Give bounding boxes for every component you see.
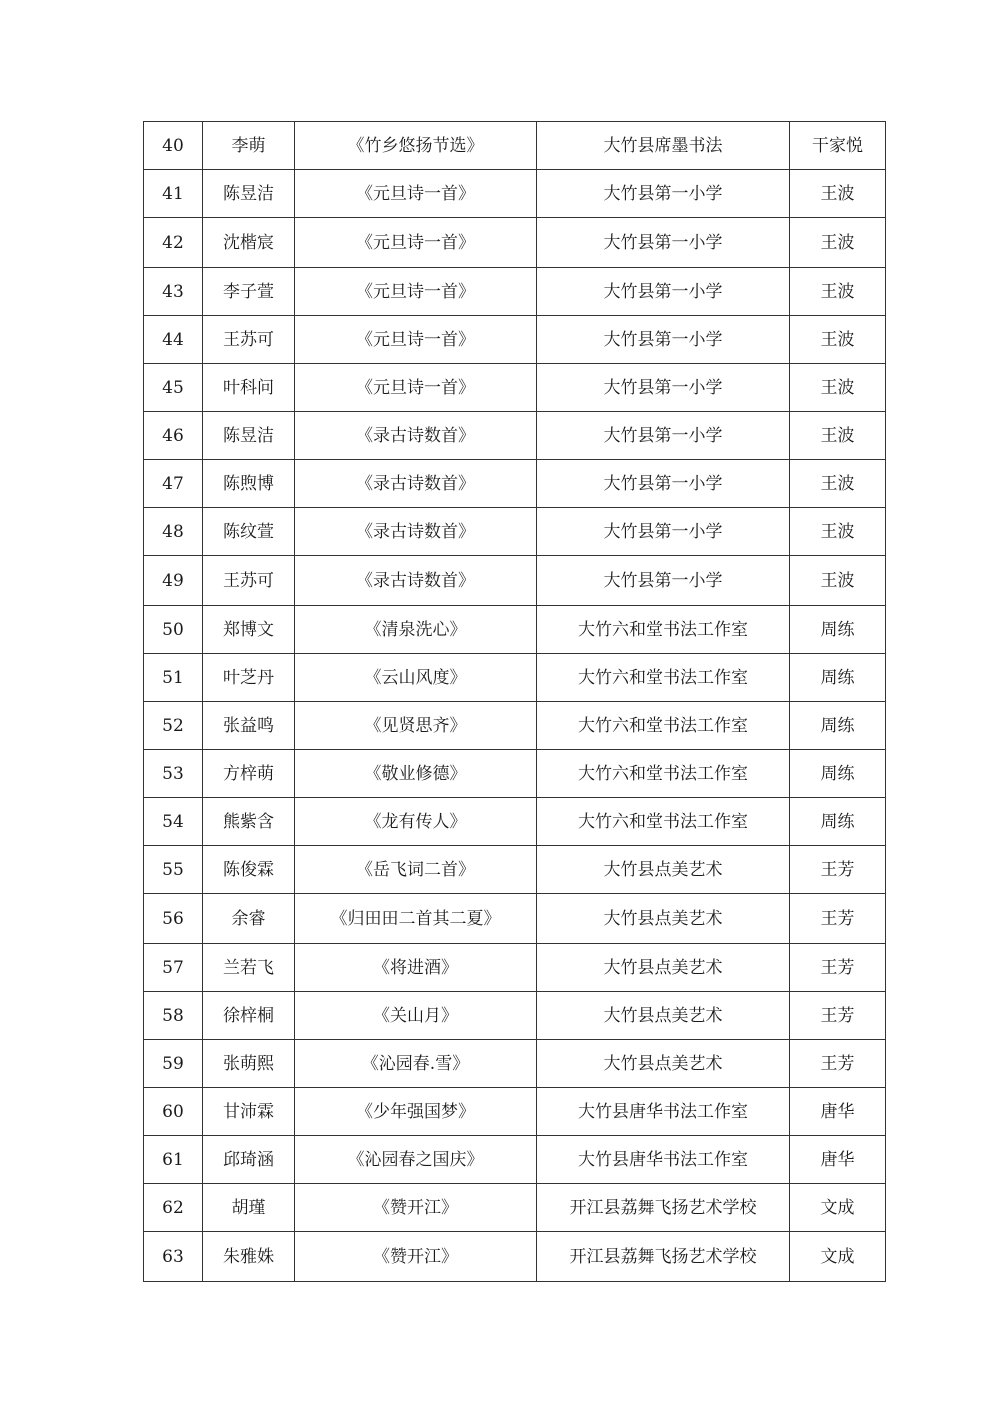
table-row bbox=[144, 846, 886, 894]
unit-cell: 大竹县唐华书法工作室 bbox=[537, 1136, 790, 1184]
table-row bbox=[144, 992, 886, 1040]
table-row bbox=[144, 1184, 886, 1232]
unit-cell: 大竹县第一小学 bbox=[537, 364, 790, 412]
row-number-cell: 47 bbox=[144, 460, 203, 508]
unit-cell: 大竹六和堂书法工作室 bbox=[537, 798, 790, 846]
table-row bbox=[144, 798, 886, 846]
student-name-cell: 甘沛霖 bbox=[203, 1088, 295, 1136]
tutor-cell: 王波 bbox=[790, 170, 886, 218]
work-title-cell: 《赞开江》 bbox=[295, 1184, 537, 1232]
table-row bbox=[144, 122, 886, 170]
unit-cell: 大竹县第一小学 bbox=[537, 316, 790, 364]
row-number-cell: 42 bbox=[144, 218, 203, 268]
tutor-cell: 王芳 bbox=[790, 944, 886, 992]
row-number-cell: 56 bbox=[144, 894, 203, 944]
work-title-cell: 《关山月》 bbox=[295, 992, 537, 1040]
work-title-cell: 《元旦诗一首》 bbox=[295, 170, 537, 218]
student-name-cell: 陈煦博 bbox=[203, 460, 295, 508]
row-number-cell: 62 bbox=[144, 1184, 203, 1232]
table-row bbox=[144, 702, 886, 750]
tutor-cell: 王波 bbox=[790, 412, 886, 460]
student-name-cell: 方梓萌 bbox=[203, 750, 295, 798]
student-name-cell: 李萌 bbox=[203, 122, 295, 170]
unit-cell: 大竹县第一小学 bbox=[537, 508, 790, 556]
unit-cell: 开江县荔舞飞扬艺术学校 bbox=[537, 1184, 790, 1232]
work-title-cell: 《录古诗数首》 bbox=[295, 412, 537, 460]
table-row bbox=[144, 460, 886, 508]
tutor-cell: 王波 bbox=[790, 364, 886, 412]
student-name-cell: 李子萱 bbox=[203, 268, 295, 316]
row-number-cell: 41 bbox=[144, 170, 203, 218]
row-number-cell: 54 bbox=[144, 798, 203, 846]
work-title-cell: 《元旦诗一首》 bbox=[295, 268, 537, 316]
work-title-cell: 《将进酒》 bbox=[295, 944, 537, 992]
tutor-cell: 王波 bbox=[790, 460, 886, 508]
unit-cell: 大竹六和堂书法工作室 bbox=[537, 654, 790, 702]
award-list-table bbox=[143, 121, 886, 1282]
unit-cell: 大竹县点美艺术 bbox=[537, 846, 790, 894]
work-title-cell: 《云山风度》 bbox=[295, 654, 537, 702]
table-row bbox=[144, 606, 886, 654]
unit-cell: 大竹县席墨书法 bbox=[537, 122, 790, 170]
row-number-cell: 59 bbox=[144, 1040, 203, 1088]
table-row bbox=[144, 170, 886, 218]
work-title-cell: 《沁园春之国庆》 bbox=[295, 1136, 537, 1184]
work-title-cell: 《元旦诗一首》 bbox=[295, 316, 537, 364]
unit-cell: 开江县荔舞飞扬艺术学校 bbox=[537, 1232, 790, 1282]
unit-cell: 大竹六和堂书法工作室 bbox=[537, 750, 790, 798]
table-row bbox=[144, 556, 886, 606]
work-title-cell: 《录古诗数首》 bbox=[295, 460, 537, 508]
student-name-cell: 叶科问 bbox=[203, 364, 295, 412]
student-name-cell: 熊紫含 bbox=[203, 798, 295, 846]
unit-cell: 大竹县点美艺术 bbox=[537, 992, 790, 1040]
tutor-cell: 王芳 bbox=[790, 1040, 886, 1088]
table-row bbox=[144, 944, 886, 992]
unit-cell: 大竹六和堂书法工作室 bbox=[537, 606, 790, 654]
table-row bbox=[144, 218, 886, 268]
work-title-cell: 《录古诗数首》 bbox=[295, 508, 537, 556]
unit-cell: 大竹六和堂书法工作室 bbox=[537, 702, 790, 750]
student-name-cell: 王苏可 bbox=[203, 556, 295, 606]
work-title-cell: 《敬业修德》 bbox=[295, 750, 537, 798]
work-title-cell: 《元旦诗一首》 bbox=[295, 364, 537, 412]
student-name-cell: 余睿 bbox=[203, 894, 295, 944]
work-title-cell: 《清泉洗心》 bbox=[295, 606, 537, 654]
unit-cell: 大竹县第一小学 bbox=[537, 218, 790, 268]
work-title-cell: 《归田田二首其二夏》 bbox=[295, 894, 537, 944]
table-row bbox=[144, 894, 886, 944]
row-number-cell: 57 bbox=[144, 944, 203, 992]
student-name-cell: 沈楷宸 bbox=[203, 218, 295, 268]
tutor-cell: 王波 bbox=[790, 218, 886, 268]
unit-cell: 大竹县第一小学 bbox=[537, 460, 790, 508]
work-title-cell: 《元旦诗一首》 bbox=[295, 218, 537, 268]
table-row bbox=[144, 750, 886, 798]
row-number-cell: 43 bbox=[144, 268, 203, 316]
unit-cell: 大竹县点美艺术 bbox=[537, 1040, 790, 1088]
work-title-cell: 《龙有传人》 bbox=[295, 798, 537, 846]
unit-cell: 大竹县点美艺术 bbox=[537, 894, 790, 944]
tutor-cell: 周练 bbox=[790, 750, 886, 798]
student-name-cell: 陈纹萱 bbox=[203, 508, 295, 556]
unit-cell: 大竹县第一小学 bbox=[537, 556, 790, 606]
table-row bbox=[144, 1040, 886, 1088]
tutor-cell: 干家悦 bbox=[790, 122, 886, 170]
tutor-cell: 王芳 bbox=[790, 894, 886, 944]
table-row bbox=[144, 654, 886, 702]
row-number-cell: 44 bbox=[144, 316, 203, 364]
table-row bbox=[144, 316, 886, 364]
tutor-cell: 王芳 bbox=[790, 846, 886, 894]
row-number-cell: 49 bbox=[144, 556, 203, 606]
work-title-cell: 《赞开江》 bbox=[295, 1232, 537, 1282]
row-number-cell: 48 bbox=[144, 508, 203, 556]
table-row bbox=[144, 412, 886, 460]
student-name-cell: 兰若飞 bbox=[203, 944, 295, 992]
table-body bbox=[144, 122, 886, 1282]
row-number-cell: 60 bbox=[144, 1088, 203, 1136]
tutor-cell: 周练 bbox=[790, 606, 886, 654]
work-title-cell: 《少年强国梦》 bbox=[295, 1088, 537, 1136]
table-row bbox=[144, 508, 886, 556]
student-name-cell: 朱雅姝 bbox=[203, 1232, 295, 1282]
table-row bbox=[144, 1232, 886, 1282]
row-number-cell: 53 bbox=[144, 750, 203, 798]
row-number-cell: 46 bbox=[144, 412, 203, 460]
row-number-cell: 51 bbox=[144, 654, 203, 702]
work-title-cell: 《竹乡悠扬节选》 bbox=[295, 122, 537, 170]
table-row bbox=[144, 268, 886, 316]
tutor-cell: 王波 bbox=[790, 556, 886, 606]
work-title-cell: 《沁园春.雪》 bbox=[295, 1040, 537, 1088]
tutor-cell: 王芳 bbox=[790, 992, 886, 1040]
tutor-cell: 王波 bbox=[790, 508, 886, 556]
student-name-cell: 王苏可 bbox=[203, 316, 295, 364]
student-name-cell: 邱琦涵 bbox=[203, 1136, 295, 1184]
work-title-cell: 《见贤思齐》 bbox=[295, 702, 537, 750]
row-number-cell: 63 bbox=[144, 1232, 203, 1282]
tutor-cell: 唐华 bbox=[790, 1088, 886, 1136]
tutor-cell: 文成 bbox=[790, 1184, 886, 1232]
unit-cell: 大竹县点美艺术 bbox=[537, 944, 790, 992]
student-name-cell: 张萌熙 bbox=[203, 1040, 295, 1088]
row-number-cell: 45 bbox=[144, 364, 203, 412]
student-name-cell: 陈昱洁 bbox=[203, 412, 295, 460]
unit-cell: 大竹县第一小学 bbox=[537, 170, 790, 218]
tutor-cell: 周练 bbox=[790, 654, 886, 702]
student-name-cell: 陈昱洁 bbox=[203, 170, 295, 218]
student-name-cell: 郑博文 bbox=[203, 606, 295, 654]
table-row bbox=[144, 364, 886, 412]
tutor-cell: 周练 bbox=[790, 702, 886, 750]
student-name-cell: 叶芝丹 bbox=[203, 654, 295, 702]
row-number-cell: 55 bbox=[144, 846, 203, 894]
table-row bbox=[144, 1136, 886, 1184]
student-name-cell: 陈俊霖 bbox=[203, 846, 295, 894]
student-name-cell: 张益鸣 bbox=[203, 702, 295, 750]
tutor-cell: 唐华 bbox=[790, 1136, 886, 1184]
row-number-cell: 52 bbox=[144, 702, 203, 750]
student-name-cell: 胡瑾 bbox=[203, 1184, 295, 1232]
unit-cell: 大竹县唐华书法工作室 bbox=[537, 1088, 790, 1136]
row-number-cell: 58 bbox=[144, 992, 203, 1040]
work-title-cell: 《录古诗数首》 bbox=[295, 556, 537, 606]
student-name-cell: 徐梓桐 bbox=[203, 992, 295, 1040]
tutor-cell: 王波 bbox=[790, 316, 886, 364]
row-number-cell: 50 bbox=[144, 606, 203, 654]
tutor-cell: 文成 bbox=[790, 1232, 886, 1282]
tutor-cell: 王波 bbox=[790, 268, 886, 316]
unit-cell: 大竹县第一小学 bbox=[537, 268, 790, 316]
table-row bbox=[144, 1088, 886, 1136]
row-number-cell: 40 bbox=[144, 122, 203, 170]
unit-cell: 大竹县第一小学 bbox=[537, 412, 790, 460]
tutor-cell: 周练 bbox=[790, 798, 886, 846]
work-title-cell: 《岳飞词二首》 bbox=[295, 846, 537, 894]
row-number-cell: 61 bbox=[144, 1136, 203, 1184]
